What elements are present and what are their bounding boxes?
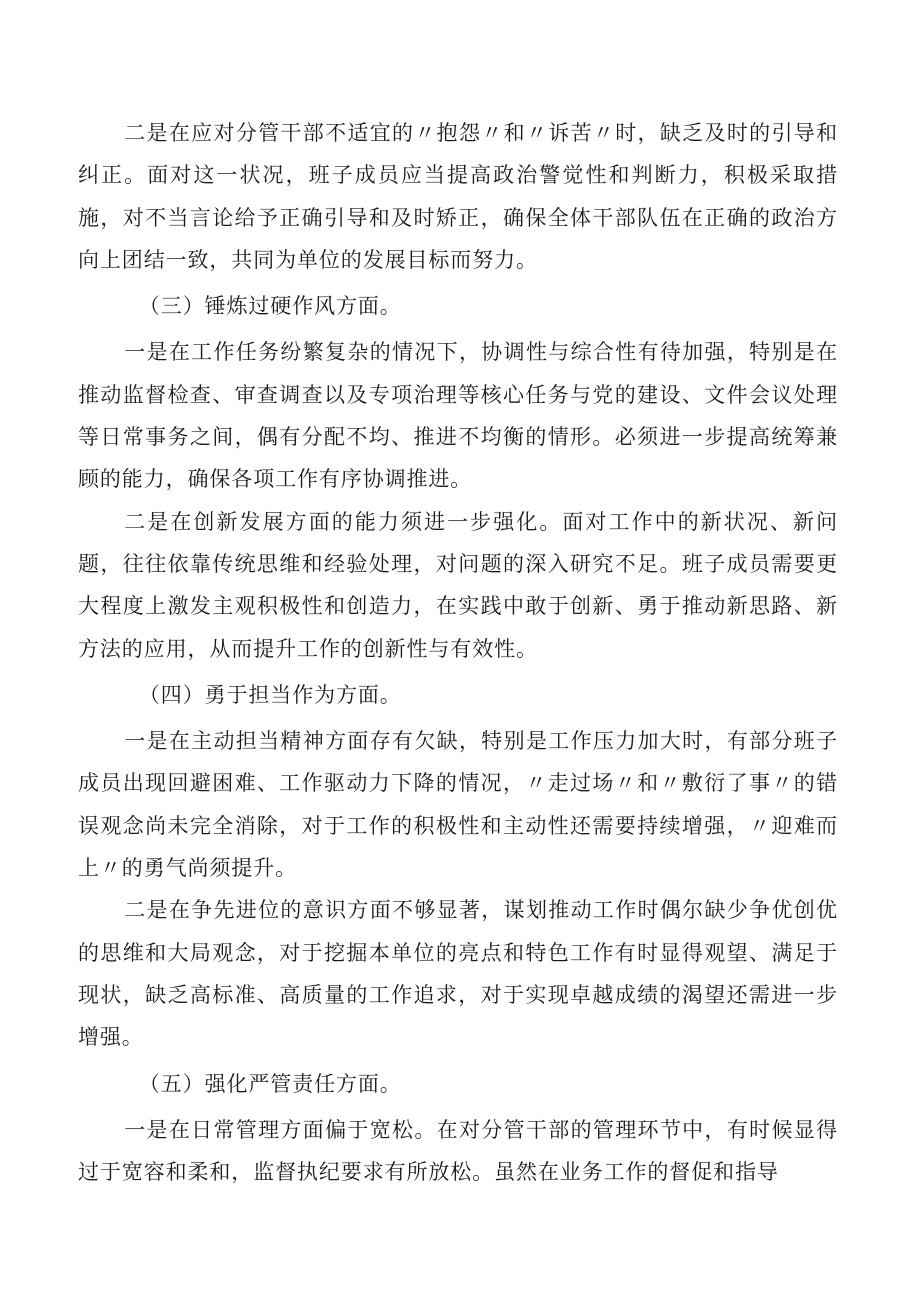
- paragraph-striving: 二是在争先进位的意识方面不够显著，谋划推动工作时偶尔缺少争优创优的思维和大局观念，对于挖掘本单位的亮点和特色工作有时显得观望、满足于现状，缺乏高标准、高质量的工作追求，对于实现卓越成绩的渴望还需进一步增强。: [78, 898, 838, 1050]
- section-heading-3: （三）锤炼过硬作风方面。: [138, 294, 402, 319]
- paragraph-innovation: 二是在创新发展方面的能力须进一步强化。面对工作中的新状况、新问题，往往依靠传统思维和经验处理，对问题的深入研究不足。班子成员需要更大程度上激发主观积极性和创造力，在实践中敢于创新、勇于推动新思路、新方法的应用，从而提升工作的创新性与有效性。: [78, 509, 838, 661]
- paragraph-coordination: 一是在工作任务纷繁复杂的情况下，协调性与综合性有待加强，特别是在推动监督检查、审查调查以及专项治理等核心任务与党的建设、文件会议处理等日常事务之间，偶有分配不均、推进不均衡的情形。必须进一步提高统筹兼顾的能力，确保各项工作有序协调推进。: [78, 340, 838, 492]
- document-body: [78, 112, 838, 1193]
- section-heading-4: （四）勇于担当作为方面。: [138, 682, 402, 707]
- paragraph-responsibility: 一是在主动担当精神方面存有欠缺，特别是工作压力加大时，有部分班子成员出现回避困难、工作驱动力下降的情况，〃走过场〃和〃敷衍了事〃的错误观念尚未完全消除，对于工作的积极性和主动性还需要持续增强，〃迎难而上〃的勇气尚须提升。: [78, 729, 838, 881]
- paragraph-oversight-guidance: 二是在应对分管干部不适宜的〃抱怨〃和〃诉苦〃时，缺乏及时的引导和纠正。面对这一状况，班子成员应当提高政治警觉性和判断力，积极采取措施，对不当言论给予正确引导和及时矫正，确保全体干部队伍在正确的政治方向上团结一致，共同为单位的发展目标而努力。: [78, 121, 838, 272]
- section-heading-5: （五）强化严管责任方面。: [138, 1071, 402, 1096]
- paragraph-management: 一是在日常管理方面偏于宽松。在对分管干部的管理环节中，有时候显得过于宽容和柔和，监督执纪要求有所放松。虽然在业务工作的督促和指导: [78, 1117, 838, 1185]
